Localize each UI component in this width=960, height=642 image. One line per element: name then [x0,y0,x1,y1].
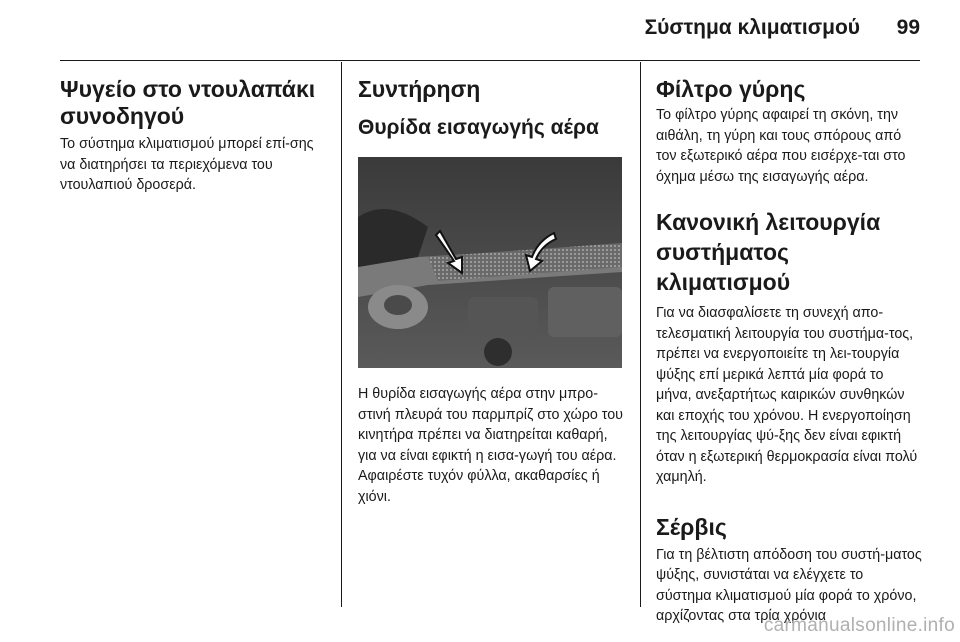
page-number: 99 [896,16,920,39]
regular-operation-heading: Κανονική λειτουργία συστήματος κλιματισμού [656,209,881,295]
pollen-filter-text: Το φίλτρο γύρης αφαιρεί τη σκόνη, την αιθάλη, τη γύρη και τους σπόρους από τον εξωτερικό αέρα που εισέρχε-ται στο όχημα μέσω της εισαγωγής αέρα. [656,107,906,185]
pollen-filter-heading: Φίλτρο γύρης [656,76,806,102]
watermark: carmanualsonline.info [763,615,955,636]
glovebox-cooling-text: Το σύστημα κλιματισμού μπορεί επί-σης να διατηρήσει τα περιεχόμενα του ντουλαπιού δροσερά. [60,136,314,193]
column-divider-right [640,62,641,607]
air-intake-heading: Θυρίδα εισαγωγής αέρα [358,116,599,139]
column-pollen-filter [656,70,922,627]
column-maintenance [358,70,623,507]
glovebox-cooling-heading: Ψυγείο στο ντουλαπάκι συνοδηγού [60,76,316,129]
header-title: Σύστημα κλιματισμού [644,16,860,39]
column-divider-left [341,62,342,607]
column-glovebox-cooling [60,70,330,196]
maintenance-heading: Συντήρηση [358,76,481,102]
service-heading: Σέρβις [656,513,727,540]
regular-operation-text: Για να διασφαλίσετε τη συνεχή απο-τελεσματική λειτουργία του συστήμα-τος, πρέπει να ενεργοποιείτε τη λει-τουργία ψύξης επί μερικά λεπτά μία φορά το μήνα, ανεξαρτήτως καιρικών συνθηκών και εποχής του χρόνου. Η ενεργοποίηση της λειτουργίας ψύ-ξης δεν είναι εφικτή όταν η εξωτερική θερμοκρασία είναι πολύ χαμηλή. [656,305,918,485]
header-rule [60,60,920,61]
air-intake-photo [358,157,622,368]
service-text: Για τη βέλτιστη απόδοση του συστή-ματος ψύξης, συνιστάται να ελέγχετε το σύστημα κλιματισμού μία φορά το χρόνο, αρχίζοντας στα τρία χρόνια [656,546,922,624]
air-intake-caption: Η θυρίδα εισαγωγής αέρα στην μπρο-στινή πλευρά του παρμπρίζ στο χώρο του κινητήρα πρέπει να διατηρείται καθαρή, για να είναι εφικτή η εισα-γωγή του αέρα. Αφαιρέστε τυχόν φύλλα, ακαθαρσίες ή χιόνι. [358,386,623,505]
